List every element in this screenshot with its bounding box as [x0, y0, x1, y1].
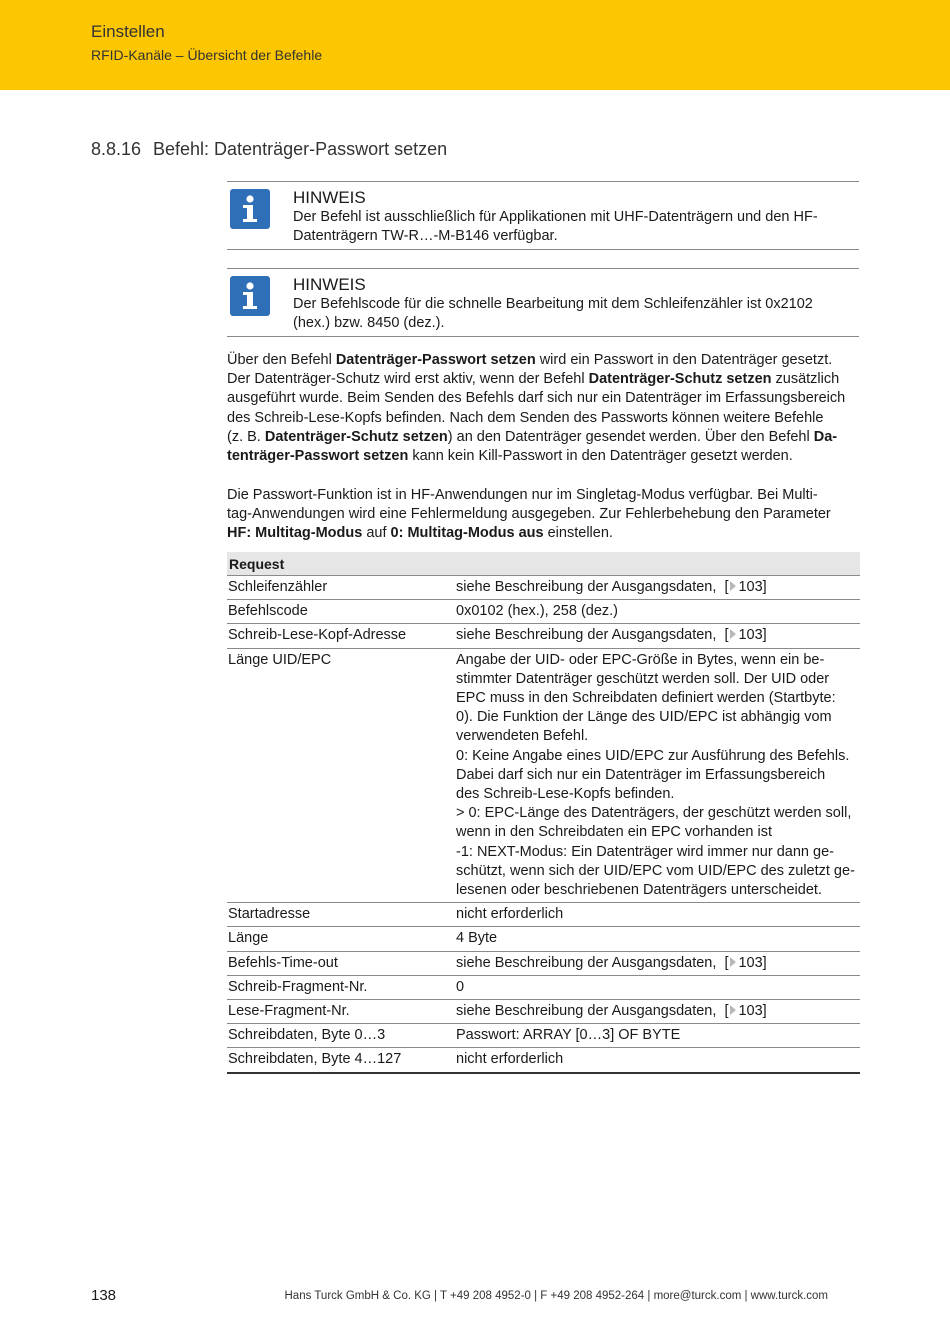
page-header	[0, 0, 950, 90]
notice-text-line: Der Befehl ist ausschließlich für Applikationen mit UHF-Datenträgern und den HF-	[293, 209, 818, 225]
row-value: 0	[455, 975, 860, 999]
page-ref-arrow-icon[interactable]	[730, 957, 736, 967]
row-value: siehe Beschreibung der Ausgangsdaten, [ 103]	[455, 951, 860, 975]
row-key: Länge UID/EPC	[227, 648, 455, 903]
page-ref-arrow-icon[interactable]	[730, 1005, 736, 1015]
table-row	[227, 1048, 860, 1073]
notice-title: HINWEIS	[293, 275, 366, 294]
request-table	[227, 552, 860, 1074]
body-paragraph: Die Passwort-Funktion ist in HF-Anwendungen nur im Singletag-Modus verfügbar. Bei Multi- tag-Anwendungen wird eine Fehlermeldung ausgegeben. Zur Fehlerbehebung den Parameter HF: Multitag-Modus auf 0: Multitag-Modus aus einstellen.	[227, 487, 831, 542]
table-row	[227, 600, 860, 624]
notice-text-line: (hex.) bzw. 8450 (dez.).	[293, 315, 445, 331]
body-paragraph: Über den Befehl Datenträger-Passwort setzen wird ein Passwort in den Datenträger gesetzt. Der Datenträger-Schutz wird erst aktiv, wenn der Befehl Datenträger-Schutz setzen zusätzlich ausgeführt wurde. Beim Senden des Befehls darf sich nur ein Datenträger im Erfassungsbereich des Schreib-Lese-Kopfs befinden. Nach dem Senden des Passworts können weitere Befehle (z. B. Datenträger-Schutz setzen) an den Datenträger gesendet werden. Über den Befehl Da- tenträger-Passwort setzen kann kein Kill-Passwort in den Datenträger gesetzt werden.	[227, 352, 846, 465]
table-header-row	[227, 552, 860, 576]
section-number: 8.8.16	[91, 139, 142, 159]
row-value: nicht erforderlich	[455, 1048, 860, 1073]
row-key: Schreibdaten, Byte 4…127	[227, 1048, 455, 1073]
row-key: Schreib-Fragment-Nr.	[227, 975, 455, 999]
row-key: Schreibdaten, Byte 0…3	[227, 1024, 455, 1048]
row-value: 4 Byte	[455, 927, 860, 951]
notice-box	[227, 181, 859, 250]
notice-text	[293, 295, 843, 333]
info-icon	[230, 189, 270, 229]
row-value: siehe Beschreibung der Ausgangsdaten, [ 103]	[455, 576, 860, 600]
row-value: Passwort: ARRAY [0…3] OF BYTE	[455, 1024, 860, 1048]
section-heading	[91, 139, 447, 160]
table-row	[227, 951, 860, 975]
footer-contact: Hans Turck GmbH & Co. KG | T +49 208 4952-0 | F +49 208 4952-264 | more@turck.com | www.turck.com	[284, 1290, 828, 1302]
section-title: Befehl: Datenträger-Passwort setzen	[153, 139, 448, 159]
page-ref-arrow-icon[interactable]	[730, 629, 736, 639]
row-key: Startadresse	[227, 903, 455, 927]
page-ref-link[interactable]: 103]	[738, 579, 767, 595]
notice-text-line: Datenträgern TW-R…-M-B146 verfügbar.	[293, 228, 558, 244]
table-header: Request	[227, 552, 860, 576]
row-key: Lese-Fragment-Nr.	[227, 1000, 455, 1024]
row-value: siehe Beschreibung der Ausgangsdaten, [ 103]	[455, 624, 860, 648]
table-row	[227, 624, 860, 648]
row-key: Befehlscode	[227, 600, 455, 624]
notice-text-line: Der Befehlscode für die schnelle Bearbeitung mit dem Schleifenzähler ist 0x2102	[293, 296, 813, 312]
table-row	[227, 1024, 860, 1048]
table-row	[227, 975, 860, 999]
row-key: Länge	[227, 927, 455, 951]
table-row	[227, 903, 860, 927]
page-ref-arrow-icon[interactable]	[730, 581, 736, 591]
row-key: Befehls-Time-out	[227, 951, 455, 975]
page-number: 138	[91, 1287, 117, 1304]
page-ref-link[interactable]: 103]	[738, 1003, 767, 1020]
row-value: nicht erforderlich	[455, 903, 860, 927]
notice-box	[227, 268, 859, 337]
row-key: Schreib-Lese-Kopf-Adresse	[227, 624, 455, 648]
subchapter-title: RFID-Kanäle – Übersicht der Befehle	[91, 47, 323, 63]
notice-text	[293, 208, 843, 246]
info-icon	[230, 276, 270, 316]
row-key: Schleifenzähler	[227, 576, 455, 600]
row-value: 0x0102 (hex.), 258 (dez.)	[455, 600, 860, 624]
row-value: Angabe der UID- oder EPC-Größe in Bytes, wenn ein be- stimmter Datenträger geschützt werden soll. Der UID oder EPC muss in den Schreibdaten definiert werden (Startbyte: 0). Die Funktion der Länge des UID/EPC ist abhängig vom verwendeten Befehl. 0: Keine Angabe eines UID/EPC zur Ausführung des Befehls. Dabei darf sich nur ein Datenträger im Erfassungsbereich des Schreib-Lese-Kopfs befinden. > 0: EPC-Länge des Datenträgers, der geschützt werden soll, wenn in den Schreibdaten ein EPC vorhanden ist -1: NEXT-Modus: Ein Datenträger wird immer nur dann ge- schützt, wenn sich der UID/EPC vom UID/EPC des zuletzt ge- lesenen oder beschriebenen Datenträgers unterscheidet.	[455, 648, 860, 903]
row-value: siehe Beschreibung der Ausgangsdaten, [ 103]	[455, 1000, 860, 1024]
page-ref-link[interactable]: 103]	[738, 954, 767, 971]
notice-title: HINWEIS	[293, 188, 366, 207]
page-ref-link[interactable]: 103]	[738, 627, 767, 644]
table-row	[227, 1000, 860, 1024]
chapter-title: Einstellen	[91, 22, 165, 41]
table-row	[227, 648, 860, 903]
table-row	[227, 576, 860, 600]
table-row	[227, 927, 860, 951]
